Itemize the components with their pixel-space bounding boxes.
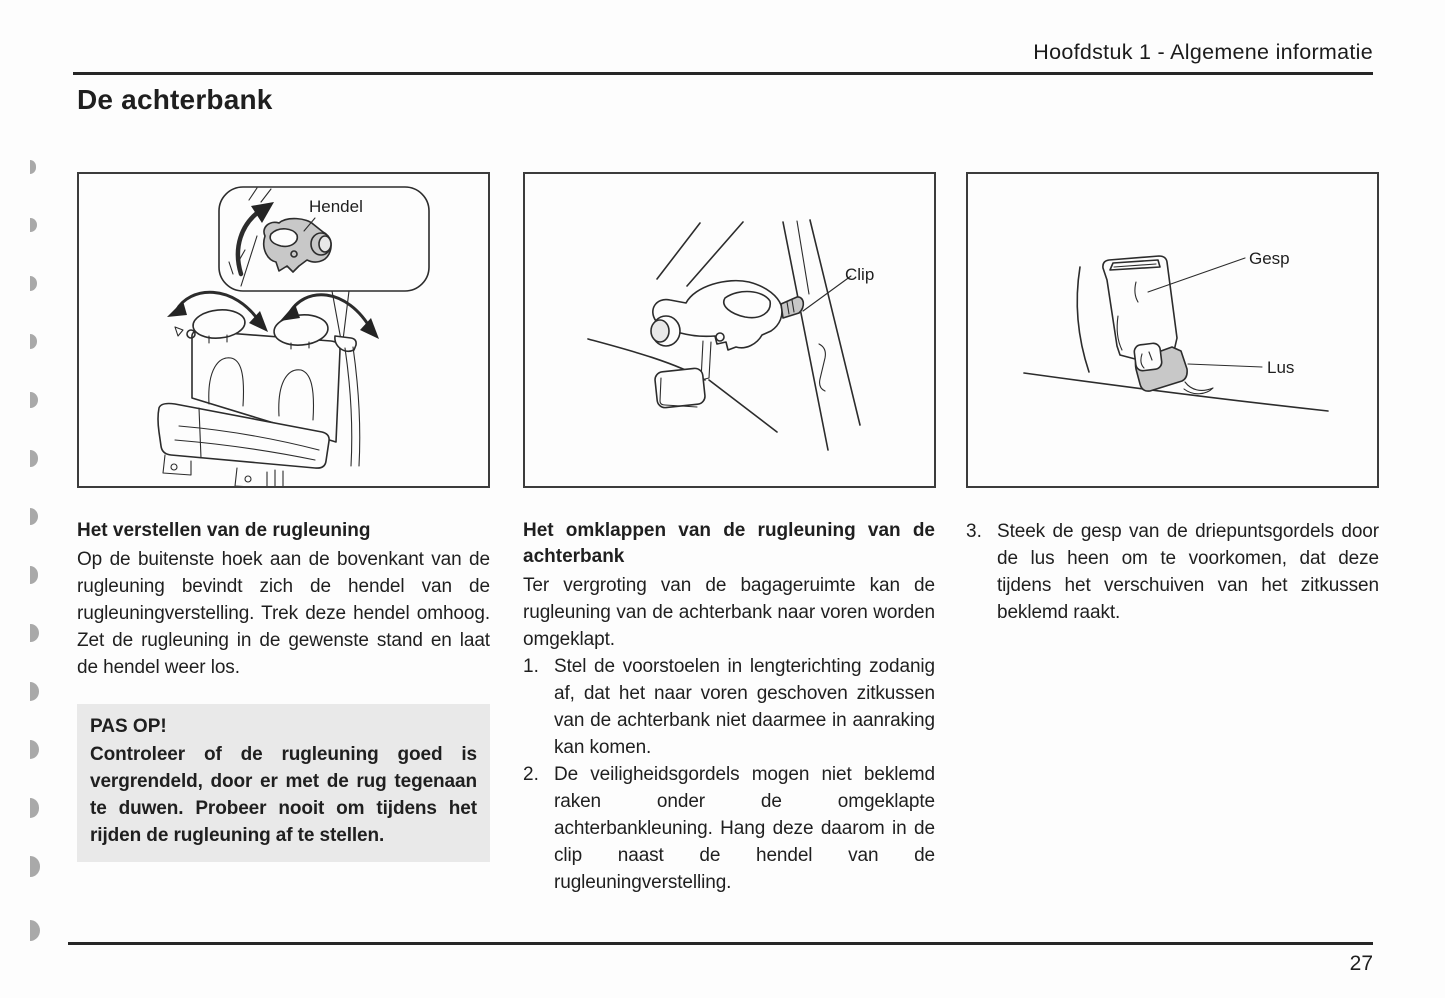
col2-heading: Het omklappen van de rugleuning van de achterbank	[523, 520, 935, 567]
binding-mark	[30, 740, 39, 759]
hendel-label: Hendel	[309, 197, 363, 216]
binding-mark	[30, 856, 40, 877]
list-item-number: 3.	[966, 521, 982, 542]
lus-callout	[1188, 358, 1294, 377]
chapter-header: Hoofdstuk 1 - Algemene informatie	[1033, 40, 1373, 64]
belt-clip-drawing	[525, 174, 934, 486]
page-number: 27	[1349, 952, 1373, 975]
belt-clip	[781, 297, 803, 318]
binding-mark	[30, 392, 38, 408]
list-item	[523, 653, 935, 761]
header-rule	[73, 72, 1373, 75]
figure-buckle-loop	[966, 172, 1379, 488]
binding-mark	[30, 798, 39, 818]
list-item-text: De veiligheidsgordels mogen niet beklemd raken onder de omgeklapte achterbankleuning. Hang deze daarom in de clip naast de hendel van de rugleuningverstelling.	[554, 764, 935, 893]
binding-mark	[30, 920, 40, 941]
col2-body: Ter vergroting van de bagageruimte kan de rugleuning van de achterbank naar voren worden omgeklapt.	[523, 575, 935, 650]
binding-mark	[30, 218, 37, 232]
warning-box	[77, 704, 490, 862]
list-item-number: 2.	[523, 764, 539, 785]
belt-loop	[1134, 343, 1213, 394]
gesp-label: Gesp	[1249, 249, 1290, 268]
binding-marks	[30, 0, 50, 998]
list-item-text: Stel de voorstoelen in lengterichting zodanig af, dat het naar voren geschoven zitkussen van de achterbank niet daarmee in aanraking kan komen.	[554, 656, 935, 758]
list-item-text: Steek de gesp van de driepuntsgordels door de lus heen om te voorkomen, dat deze tijdens het verschuiven van het zitkussen beklemd raakt.	[997, 521, 1379, 623]
binding-mark	[30, 334, 37, 349]
handle-callout	[219, 187, 429, 291]
page-title: De achterbank	[77, 84, 273, 115]
list-item	[523, 761, 935, 896]
clip-label: Clip	[845, 265, 875, 284]
binding-mark	[30, 624, 39, 642]
list-item	[966, 518, 1379, 626]
lus-label: Lus	[1267, 358, 1295, 377]
buckle-loop-drawing	[968, 174, 1377, 486]
warning-body: Controleer of de rugleuning goed is vergrendeld, door er met de rug tegenaan te duwen. Probeer nooit om tijdens het rijden de rugleuning af te stellen.	[90, 744, 477, 846]
rear-bench-seat	[158, 308, 360, 486]
binding-mark	[30, 508, 38, 525]
column-gordels	[966, 518, 1379, 626]
footer-rule	[68, 942, 1373, 945]
binding-mark	[30, 276, 37, 291]
binding-mark	[30, 450, 38, 467]
col1-heading: Het verstellen van de rugleuning	[77, 520, 371, 541]
binding-mark	[30, 682, 39, 701]
clip-callout	[803, 265, 874, 311]
figure-seat-fold	[77, 172, 490, 488]
seat-fold-drawing	[79, 174, 488, 486]
binding-mark	[30, 566, 38, 584]
binding-mark	[30, 160, 36, 174]
column-verstellen	[77, 518, 490, 862]
warning-title: PAS OP!	[90, 716, 167, 737]
mounting-plate	[654, 368, 706, 409]
list-item-number: 1.	[523, 656, 539, 677]
figure-belt-clip	[523, 172, 936, 488]
release-handle	[651, 281, 782, 380]
col3-list	[966, 518, 1379, 626]
col2-list	[523, 653, 935, 896]
col1-body: Op de buitenste hoek aan de bovenkant van de rugleuning bevindt zich de hendel van de rugleuningverstelling. Trek deze hendel omhoog. Zet de rugleuning in de gewenste stand en laat de hendel weer los.	[77, 549, 490, 678]
column-omklappen	[523, 518, 935, 896]
